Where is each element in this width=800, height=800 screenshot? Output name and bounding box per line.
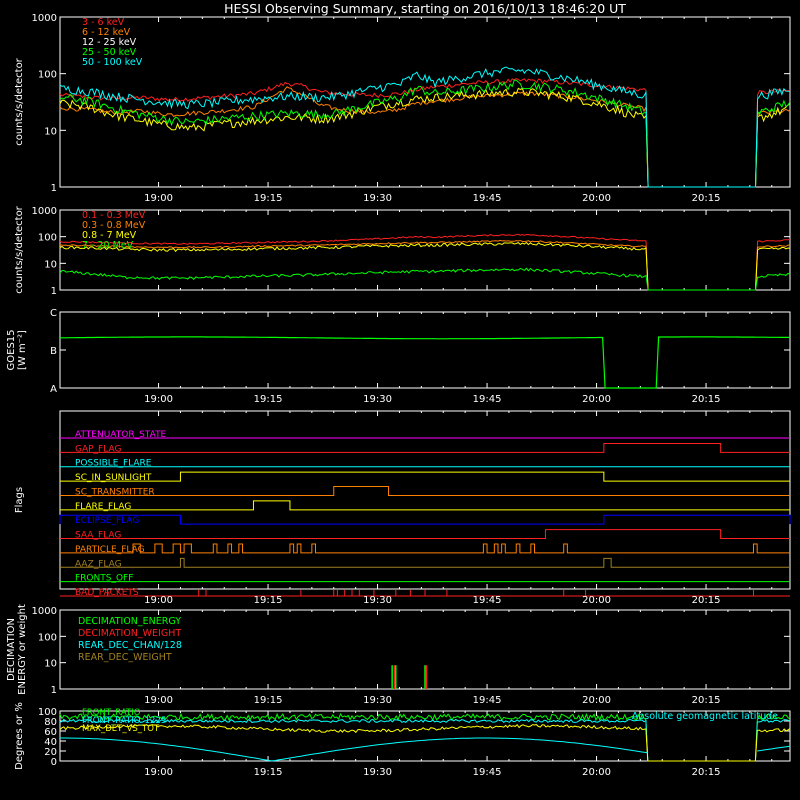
series-line: [60, 725, 790, 761]
time-tick-label: 20:00: [582, 595, 611, 606]
y-tick-label: 1000: [31, 13, 57, 24]
y-tick-label: A: [50, 384, 57, 395]
legend-entry: FRONT_RATIO_1225: [82, 716, 167, 726]
legend-entry: FRONT_RATIO: [82, 708, 141, 718]
y-tick-label: 1000: [31, 206, 57, 217]
legend-entry: 25 - 50 keV: [82, 47, 137, 58]
y-axis-label: GOES15: [6, 329, 17, 371]
y-axis-label: DECIMATION: [6, 617, 17, 682]
flag-label: FLARE_FLAG: [75, 501, 132, 512]
geomag-annotation: Absolute geomagnetic latitude: [631, 711, 778, 722]
y-tick-label: 10: [44, 259, 57, 271]
legend-entry: 6 - 12 keV: [82, 27, 131, 38]
time-tick-label: 19:15: [253, 695, 283, 706]
series-line: [60, 80, 790, 187]
y-axis-label: counts/s/detector: [14, 206, 25, 294]
time-tick-label: 20:15: [691, 193, 721, 204]
legend-entry: MAX_DET_VS_TOT: [82, 724, 160, 734]
series-line: [60, 268, 790, 290]
y-axis-label-2: [W m⁻²]: [17, 330, 28, 370]
flag-label: GAP_FLAG: [75, 444, 122, 455]
legend-entry: 0.3 - 0.8 MeV: [82, 220, 146, 231]
flag-label: ATTENUATOR_STATE: [75, 430, 167, 440]
series-line: [60, 67, 790, 187]
time-tick-label: 19:15: [253, 394, 283, 405]
time-tick-label: 20:00: [582, 767, 611, 778]
flag-line: [60, 501, 790, 510]
y-tick-label: 100: [37, 69, 57, 81]
flag-label: BAD_PACKETS: [75, 588, 139, 598]
flag-label: FRONTS_OFF: [75, 573, 134, 584]
y-tick-label: 20: [44, 747, 57, 758]
time-tick-label: 19:00: [144, 595, 173, 606]
flag-label: PARTICLE_FLAG: [75, 544, 145, 555]
y-tick-label: 1000: [31, 606, 57, 617]
panel-flags: [60, 411, 790, 596]
plot-title: HESSI Observing Summary, starting on 2016/10/13 18:46:20 UT: [224, 1, 626, 16]
series-line: [60, 240, 790, 290]
time-tick-label: 20:15: [691, 767, 721, 778]
y-tick-label: 1: [50, 685, 57, 696]
y-tick-label: B: [50, 346, 57, 357]
time-tick-label: 19:15: [253, 767, 283, 778]
time-tick-label: 19:00: [144, 193, 173, 204]
time-tick-label: 19:45: [472, 595, 502, 606]
time-tick-label: 19:15: [253, 193, 283, 204]
panel-frame: [60, 210, 790, 290]
flag-line: [60, 472, 790, 484]
y-tick-label: 10: [44, 126, 57, 138]
panel-hxr-low: [60, 17, 790, 187]
flag-line: [60, 530, 790, 539]
y-axis-label: Degrees or %: [14, 702, 25, 770]
time-tick-label: 19:00: [144, 767, 173, 778]
time-tick-label: 19:45: [472, 767, 502, 778]
y-tick-label: 60: [44, 727, 57, 738]
y-tick-label: 80: [44, 717, 57, 728]
flag-label: SC_IN_SUNLIGHT: [75, 473, 152, 484]
time-tick-label: 20:00: [582, 394, 611, 405]
panel-goes: [60, 312, 790, 388]
y-tick-label: 1: [50, 286, 57, 297]
goes-flux-line: [60, 337, 790, 388]
time-tick-label: 19:45: [472, 193, 502, 204]
y-tick-label: 100: [37, 232, 57, 244]
y-axis-label: counts/s/detector: [14, 58, 25, 146]
time-tick-label: 20:15: [691, 595, 721, 606]
flag-line: [60, 558, 790, 570]
time-tick-label: 19:45: [472, 695, 502, 706]
y-axis-label: Flags: [14, 486, 25, 514]
flag-label: SC_TRANSMITTER: [75, 487, 155, 498]
legend-entry: REAR_DEC_CHAN/128: [78, 640, 182, 651]
y-tick-label: 100: [37, 707, 57, 718]
flag-line: [60, 515, 790, 527]
y-tick-label: 1: [50, 183, 57, 194]
flag-label: ECLIPSE_FLAG: [75, 516, 140, 527]
time-tick-label: 19:00: [144, 394, 173, 405]
time-tick-label: 19:15: [253, 595, 283, 606]
y-tick-label: C: [50, 308, 57, 319]
legend-entry: DECIMATION_WEIGHT: [78, 628, 182, 639]
y-tick-label: 100: [37, 632, 57, 644]
time-tick-label: 19:45: [472, 394, 502, 405]
y-tick-label: 10: [44, 658, 57, 670]
legend-entry: DECIMATION_ENERGY: [78, 616, 182, 627]
legend-entry: 12 - 25 keV: [82, 37, 137, 48]
time-tick-label: 20:15: [691, 394, 721, 405]
y-tick-label: 0: [50, 757, 57, 768]
flag-line: [60, 544, 790, 553]
time-tick-label: 19:30: [363, 595, 392, 606]
flag-label: AAZ_FLAG: [75, 559, 122, 570]
time-tick-label: 20:00: [582, 193, 611, 204]
series-line: [60, 243, 790, 291]
time-tick-label: 19:30: [363, 695, 392, 706]
legend-entry: 50 - 100 keV: [82, 57, 143, 68]
panel-frame: [60, 312, 790, 388]
time-tick-label: 20:00: [582, 695, 611, 706]
time-tick-label: 19:30: [363, 193, 392, 204]
time-tick-label: 19:30: [363, 394, 392, 405]
time-tick-label: 20:15: [691, 695, 721, 706]
flag-label: POSSIBLE_FLARE: [75, 458, 152, 469]
geomag-latitude-line: [60, 738, 790, 761]
legend-entry: 3 - 6 keV: [82, 17, 125, 28]
flag-label: SAA_FLAG: [75, 530, 122, 541]
y-axis-label-2: ENERGY or weight: [17, 604, 28, 695]
legend-entry: REAR_DEC_WEIGHT: [78, 652, 172, 663]
legend-entry: 0.1 - 0.3 MeV: [82, 210, 146, 221]
flag-line: [60, 443, 790, 455]
panel-hxr-high: [60, 210, 790, 290]
flag-line: [60, 487, 790, 496]
time-tick-label: 19:30: [363, 767, 392, 778]
legend-entry: 0.8 - 7 MeV: [82, 230, 137, 241]
legend-entry: 7 - 20 MeV: [82, 240, 134, 251]
time-tick-label: 19:00: [144, 695, 173, 706]
y-tick-label: 40: [44, 737, 57, 748]
